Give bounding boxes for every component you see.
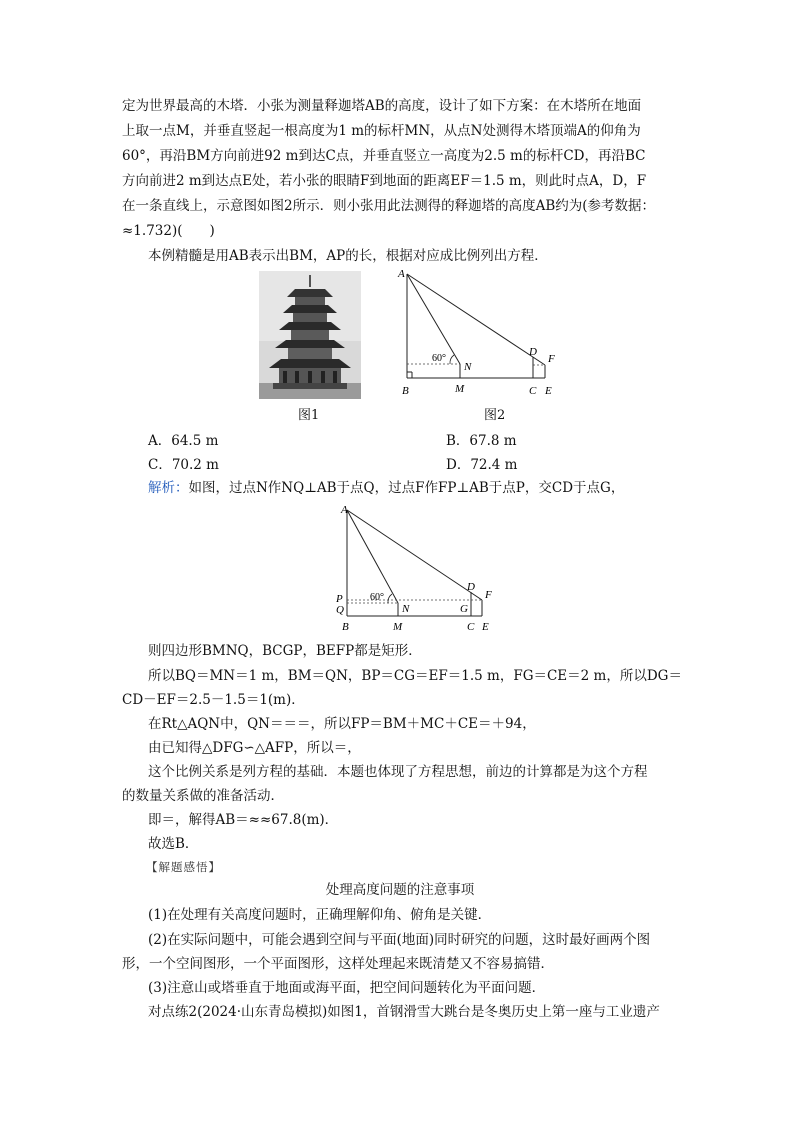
solution-line-9: 故选B．: [148, 836, 199, 852]
hint-line: 本例精髓是用AB表示出BM，AP的长，根据对应成比例列出方程．: [148, 248, 548, 264]
fig3-label-G: G: [460, 603, 468, 615]
solution-line-4: 在Rt△AQN中，QN＝＝＝，所以FP＝BM＋MC＋CE＝＋94，: [148, 716, 536, 732]
fig3-label-A: A: [341, 504, 348, 516]
solution-line-7: 的数量关系做的准备活动．: [122, 788, 284, 804]
fig3-label-B: B: [342, 621, 349, 633]
fig3-label-D: D: [467, 581, 475, 593]
solution-line-6: 这个比例关系是列方程的基础．本题也体现了方程思想，前边的计算都是为这个方程: [148, 764, 648, 780]
problem-line-6: ≈1.732)( ): [122, 223, 215, 239]
fig2-label-B: B: [402, 385, 409, 397]
problem-line-3: 60°，再沿BM方向前进92 m到达C点，并垂直竖立一高度为2.5 m的标杆CD，再沿BC: [122, 148, 646, 164]
option-b: B．67.8 m: [446, 433, 517, 449]
fig2-label-D: D: [529, 346, 537, 358]
problem-line-1: 定为世界最高的木塔．小张为测量释迦塔AB的高度，设计了如下方案：在木塔所在地面: [122, 98, 642, 114]
fig2-label-A: A: [398, 268, 405, 280]
fig3-label-C: C: [467, 621, 475, 633]
fig3-label-P: P: [336, 593, 343, 605]
insight-line-2: (2)在实际问题中，可能会遇到空间与平面(地面)同时研究的问题，这时最好画两个图: [148, 932, 651, 948]
insight-line-4: (3)注意山或塔垂直于地面或海平面，把空间问题转化为平面问题．: [148, 980, 546, 996]
insight-title: 处理高度问题的注意事项: [325, 882, 475, 898]
problem-line-4: 方向前进2 m到达点E处，若小张的眼睛F到地面的距离EF＝1.5 m，则此时点A，D，F: [122, 173, 647, 189]
solution-line-1: 则四边形BMNQ，BCGP，BEFP都是矩形．: [148, 643, 422, 659]
solution-line-5: 由已知得△DFG∽△AFP，所以＝，: [148, 740, 361, 756]
figure-1-caption: 图1: [298, 408, 320, 423]
fig3-label-F: F: [485, 589, 492, 601]
insight-line-1: (1)在处理有关高度问题时，正确理解仰角、俯角是关键．: [148, 907, 492, 923]
figure-2-caption: 图2: [484, 408, 506, 423]
problem-line-5: 在一条直线上，示意图如图2所示．则小张用此法测得的释迦塔的高度AB约为(参考数据：: [122, 198, 656, 214]
solution-line-3: CD－EF＝2.5－1.5＝1(m)．: [122, 692, 305, 708]
fig2-label-E: E: [545, 385, 552, 397]
fig3-label-M: M: [393, 621, 403, 633]
fig3-label-Q: Q: [336, 604, 344, 616]
fig2-label-C: C: [529, 385, 537, 397]
problem-line-2: 上取一点M，并垂直竖起一根高度为1 m的标杆MN，从点N处测得木塔顶端A的仰角为: [122, 123, 641, 139]
fig3-label-N: N: [402, 603, 410, 615]
analysis-line: [148, 478, 624, 498]
solution-line-2: 所以BQ＝MN＝1 m，BM＝QN，BP＝CG＝EF＝1.5 m，FG＝CE＝2 m，所以DG＝: [148, 668, 682, 684]
option-a: A．64.5 m: [148, 433, 219, 449]
option-d: D．72.4 m: [446, 457, 518, 473]
analysis-label: 解析：: [148, 480, 189, 496]
figure-2-diagram: [392, 262, 572, 402]
fig2-angle-label: 60°: [432, 353, 446, 364]
solution-line-8: 即＝，解得AB＝≈≈67.8(m)．: [148, 812, 339, 828]
pagoda-photo: [259, 271, 361, 399]
practice-line: 对点练2(2024·山东青岛模拟)如图1，首钢滑雪大跳台是冬奥历史上第一座与工业遗产: [148, 1004, 660, 1020]
insight-tag: 【解题感悟】: [146, 860, 221, 874]
fig2-label-M: M: [455, 383, 465, 395]
insight-line-3: 形，一个空间图形，一个平面图形，这样处理起来既清楚又不容易搞错．: [122, 956, 554, 972]
fig2-label-F: F: [548, 353, 555, 365]
option-c: C．70.2 m: [148, 457, 219, 473]
figure-3-diagram: [332, 500, 502, 635]
fig2-label-N: N: [464, 361, 472, 373]
analysis-intro: 如图，过点N作NQ⊥AB于点Q，过点F作FP⊥AB于点P，交CD于点G，: [188, 480, 625, 496]
fig3-angle-label: 60°: [370, 592, 384, 603]
fig3-label-E: E: [482, 621, 489, 633]
